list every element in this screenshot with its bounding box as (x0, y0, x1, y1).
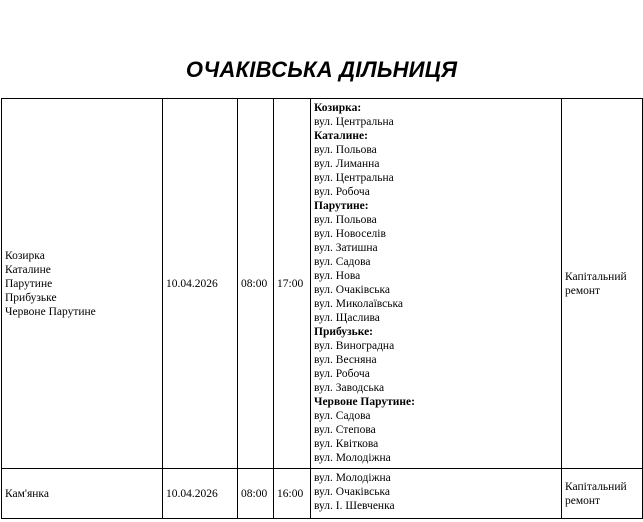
settlement-heading: Каталине: (314, 130, 368, 142)
street-name: вул. Молодіжна (314, 452, 391, 464)
street-name: вул. Весняна (314, 354, 377, 366)
street-name: вул. Центральна (314, 172, 394, 184)
street-name: вул. Заводська (314, 382, 385, 394)
settlement-name: Червоне Парутине (5, 305, 96, 318)
outage-schedule-table (1, 98, 643, 519)
settlement-name: Кам'янка (5, 487, 49, 500)
settlements-cell (2, 99, 163, 469)
settlement-name: Каталине (5, 263, 51, 276)
time-from-cell: 08:00 (238, 99, 274, 469)
street-name: вул. Виноградна (314, 340, 395, 352)
time-to-cell: 17:00 (274, 99, 311, 469)
time-from-cell: 08:00 (238, 469, 274, 519)
settlement-heading: Червоне Парутине: (314, 396, 415, 408)
date-cell: 10.04.2026 (163, 469, 238, 519)
reason-text: ремонт (565, 494, 601, 507)
settlement-heading: Козирка: (314, 102, 362, 114)
street-name: вул. І. Шевченка (314, 500, 395, 512)
streets-cell (311, 469, 562, 519)
street-name: вул. Степова (314, 424, 376, 436)
reason-cell (562, 99, 643, 469)
streets-cell (311, 99, 562, 469)
section-heading: ОЧАКІВСЬКА ДІЛЬНИЦЯ (185, 57, 458, 82)
street-name: вул. Квіткова (314, 438, 379, 450)
settlement-name: Парутине (5, 277, 53, 290)
street-name: вул. Затишна (314, 242, 378, 254)
reason-text: Капітальний (565, 480, 627, 493)
table-body (2, 99, 643, 519)
reason-text: Капітальний (565, 270, 627, 283)
street-name: вул. Робоча (314, 368, 370, 380)
street-name: вул. Новоселів (314, 228, 386, 240)
settlement-name: Козирка (5, 249, 45, 262)
settlement-heading: Парутине: (314, 200, 369, 212)
street-name: вул. Садова (314, 410, 371, 422)
settlement-heading: Прибузьке: (314, 326, 374, 338)
street-name: вул. Молодіжна (314, 472, 391, 484)
street-name: вул. Очаківська (314, 486, 390, 498)
table-row (2, 469, 643, 519)
settlement-name: Прибузьке (5, 291, 57, 304)
table-row (2, 99, 643, 469)
time-to-cell: 16:00 (274, 469, 311, 519)
street-name: вул. Центральна (314, 116, 394, 128)
street-name: вул. Очаківська (314, 284, 390, 296)
street-name: вул. Миколаївська (314, 298, 404, 310)
reason-text: ремонт (565, 284, 601, 297)
street-name: вул. Польова (314, 144, 377, 156)
street-name: вул. Лиманна (314, 158, 380, 170)
street-name: вул. Польова (314, 214, 377, 226)
street-name: вул. Робоча (314, 186, 370, 198)
street-name: вул. Щаслива (314, 312, 380, 324)
street-name: вул. Нова (314, 270, 361, 282)
settlements-cell (2, 469, 163, 519)
date-cell: 10.04.2026 (163, 99, 238, 469)
street-name: вул. Садова (314, 256, 371, 268)
reason-cell (562, 469, 643, 519)
